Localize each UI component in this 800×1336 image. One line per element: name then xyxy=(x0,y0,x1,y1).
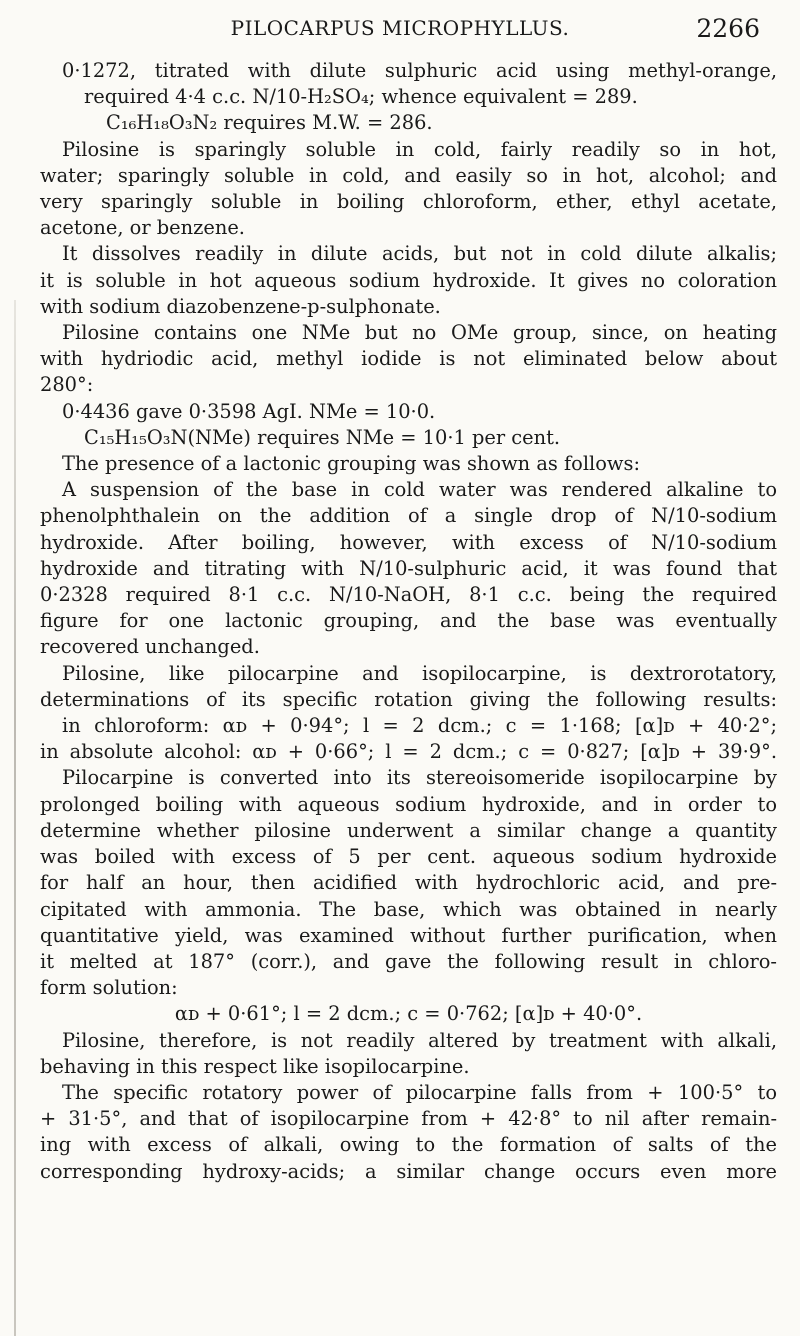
body-text xyxy=(40,58,777,1185)
text-line: hydroxide. After boiling, however, with excess of N/10-sodium xyxy=(40,530,777,554)
text-line: figure for one lactonic grouping, and the base was eventually xyxy=(40,609,777,633)
text-line: recovered unchanged. xyxy=(40,635,260,659)
text-line: corresponding hydroxy-acids; a similar change occurs even more xyxy=(40,1159,777,1183)
text-line: + 31·5°, and that of isopilocarpine from + 42·8° to nil after remain- xyxy=(40,1107,777,1131)
text-line: Pilosine, therefore, is not readily altered by treatment with alkali, xyxy=(62,1028,777,1052)
page-header xyxy=(0,14,800,54)
text-line: for half an hour, then acidified with hydrochloric acid, and pre- xyxy=(40,871,777,895)
text-line: prolonged boiling with aqueous sodium hydroxide, and in order to xyxy=(40,792,777,816)
text-line: was boiled with excess of 5 per cent. aqueous sodium hydroxide xyxy=(40,845,777,869)
text-line: required 4·4 c.c. N/10-H₂SO₄; whence equivalent = 289. xyxy=(84,85,638,109)
text-line: A suspension of the base in cold water was rendered alkaline to xyxy=(62,478,777,502)
rotation-result-line: in chloroform: αᴅ + 0·94°; l = 2 dcm.; c = 1·168; [α]ᴅ + 40·2°; xyxy=(62,714,777,738)
text-line: It dissolves readily in dilute acids, but not in cold dilute alkalis; xyxy=(62,242,777,266)
text-line: it is soluble in hot aqueous sodium hydroxide. It gives no coloration xyxy=(40,268,777,292)
text-line: Pilosine, like pilocarpine and isopilocarpine, is dextrorotatory, xyxy=(62,661,777,685)
text-line: behaving in this respect like isopilocarpine. xyxy=(40,1054,470,1078)
text-line: very sparingly soluble in boiling chloroform, ether, ethyl acetate, xyxy=(40,190,777,214)
formula-line: C₁₆H₁₈O₃N₂ requires M.W. = 286. xyxy=(106,111,433,135)
text-line: 0·1272, titrated with dilute sulphuric acid using methyl-orange, xyxy=(62,59,777,82)
text-line: quantitative yield, was examined without further purification, when xyxy=(40,923,777,947)
text-line: Pilosine contains one NMe but no OMe group, since, on heating xyxy=(62,321,777,345)
text-line: 280°: xyxy=(40,373,94,397)
text-line: it melted at 187° (corr.), and gave the following result in chloro- xyxy=(40,949,777,973)
text-line: acetone, or benzene. xyxy=(40,216,245,240)
rotation-result-line: in absolute alcohol: αᴅ + 0·66°; l = 2 dcm.; c = 0·827; [α]ᴅ + 39·9°. xyxy=(40,740,777,764)
text-line: form solution: xyxy=(40,976,178,1000)
text-line: hydroxide and titrating with N/10-sulphuric acid, it was found that xyxy=(40,556,777,580)
text-line: ing with excess of alkali, owing to the formation of salts of the xyxy=(40,1133,777,1157)
formula-line: C₁₅H₁₅O₃N(NMe) requires NMe = 10·1 per cent. xyxy=(84,425,561,449)
text-line: determinations of its specific rotation giving the following results: xyxy=(40,687,777,711)
page-binding-shadow xyxy=(14,300,16,1336)
text-line: phenolphthalein on the addition of a single drop of N/10-sodium xyxy=(40,504,777,528)
rotation-result-line: αᴅ + 0·61°; l = 2 dcm.; c = 0·762; [α]ᴅ + 40·0°. xyxy=(174,1002,643,1026)
page-number: 2266 xyxy=(696,14,760,43)
text-line: 0·2328 required 8·1 c.c. N/10-NaOH, 8·1 c.c. being the required xyxy=(40,583,777,607)
analysis-line: 0·4436 gave 0·3598 AgI. NMe = 10·0. xyxy=(62,399,436,423)
text-line: Pilocarpine is converted into its stereoisomeride isopilocarpine by xyxy=(62,766,777,790)
text-line: cipitated with ammonia. The base, which was obtained in nearly xyxy=(40,897,777,921)
text-line: with hydriodic acid, methyl iodide is not eliminated below about xyxy=(40,347,777,371)
text-line: with sodium diazobenzene-p-sulphonate. xyxy=(40,294,441,318)
text-line: The specific rotatory power of pilocarpine falls from + 100·5° to xyxy=(62,1080,777,1104)
running-title: PILOCARPUS MICROPHYLLUS. xyxy=(230,16,570,40)
text-line: Pilosine is sparingly soluble in cold, fairly readily so in hot, xyxy=(62,137,777,161)
text-line: The presence of a lactonic grouping was shown as follows: xyxy=(62,452,641,476)
text-line: determine whether pilosine underwent a similar change a quantity xyxy=(40,818,777,842)
text-line: water; sparingly soluble in cold, and easily so in hot, alcohol; and xyxy=(40,163,777,187)
